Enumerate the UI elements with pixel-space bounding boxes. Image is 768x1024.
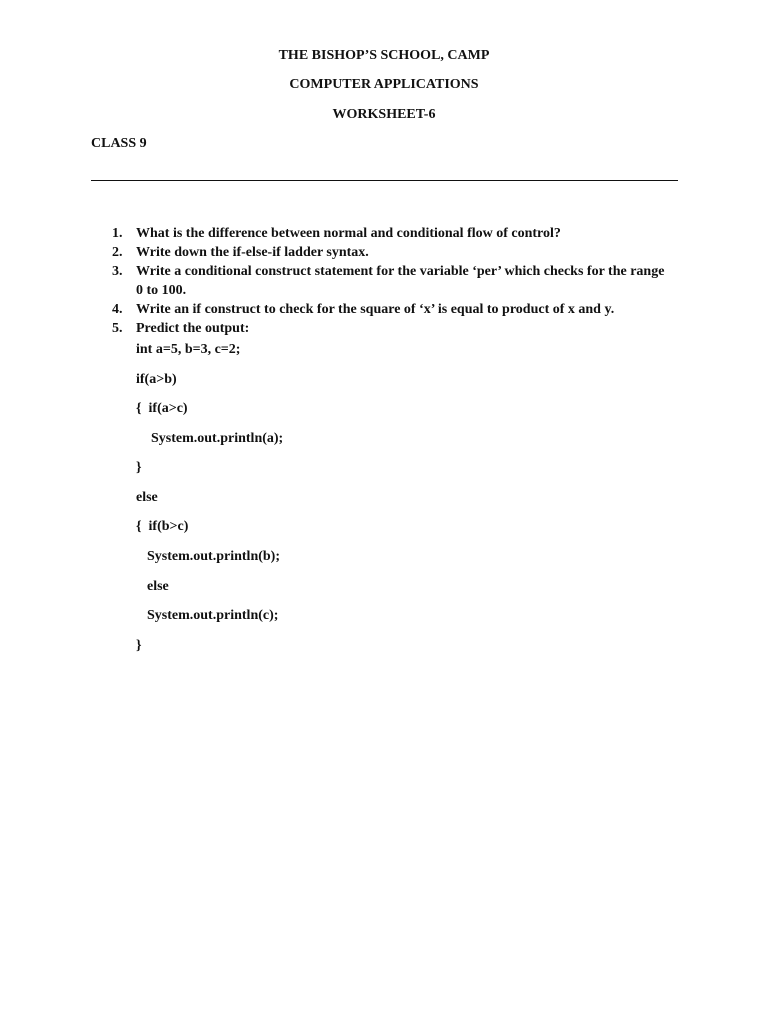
code-line: System.out.println(c); [147, 608, 279, 623]
question-text: Predict the output: [136, 321, 250, 336]
question-list [0, 224, 666, 338]
code-line: { if(a>c) [136, 401, 188, 416]
school-name: THE BISHOP’S SCHOOL, CAMP [278, 48, 490, 63]
code-line: } [136, 638, 142, 653]
code-line: System.out.println(a); [151, 431, 284, 446]
question-item [0, 262, 666, 300]
question-item [0, 224, 666, 243]
question-text: Write a conditional construct statement for the variable ‘per’ which checks for the range 0 to 100. [136, 264, 665, 298]
question-text: What is the difference between normal and conditional flow of control? [136, 226, 561, 241]
code-line: else [147, 579, 169, 594]
question-item [0, 243, 666, 262]
question-text: Write an if construct to check for the square of ‘x’ is equal to product of x and y. [136, 302, 615, 317]
code-line: System.out.println(b); [147, 549, 281, 564]
divider [91, 180, 678, 181]
question-number: 4. [112, 302, 123, 317]
code-line: { if(b>c) [136, 519, 189, 534]
question-item [0, 300, 666, 319]
subject-title: COMPUTER APPLICATIONS [289, 77, 479, 92]
question-item [0, 319, 666, 338]
code-line: if(a>b) [136, 372, 177, 387]
class-label: CLASS 9 [91, 136, 147, 151]
question-number: 2. [112, 245, 123, 260]
question-number: 5. [112, 321, 123, 336]
code-line: else [136, 490, 158, 505]
question-number: 3. [112, 264, 123, 279]
question-number: 1. [112, 226, 123, 241]
code-line: } [136, 460, 142, 475]
question-text: Write down the if-else-if ladder syntax. [136, 245, 369, 260]
worksheet-title: WORKSHEET-6 [332, 107, 436, 122]
code-line: int a=5, b=3, c=2; [136, 342, 241, 357]
